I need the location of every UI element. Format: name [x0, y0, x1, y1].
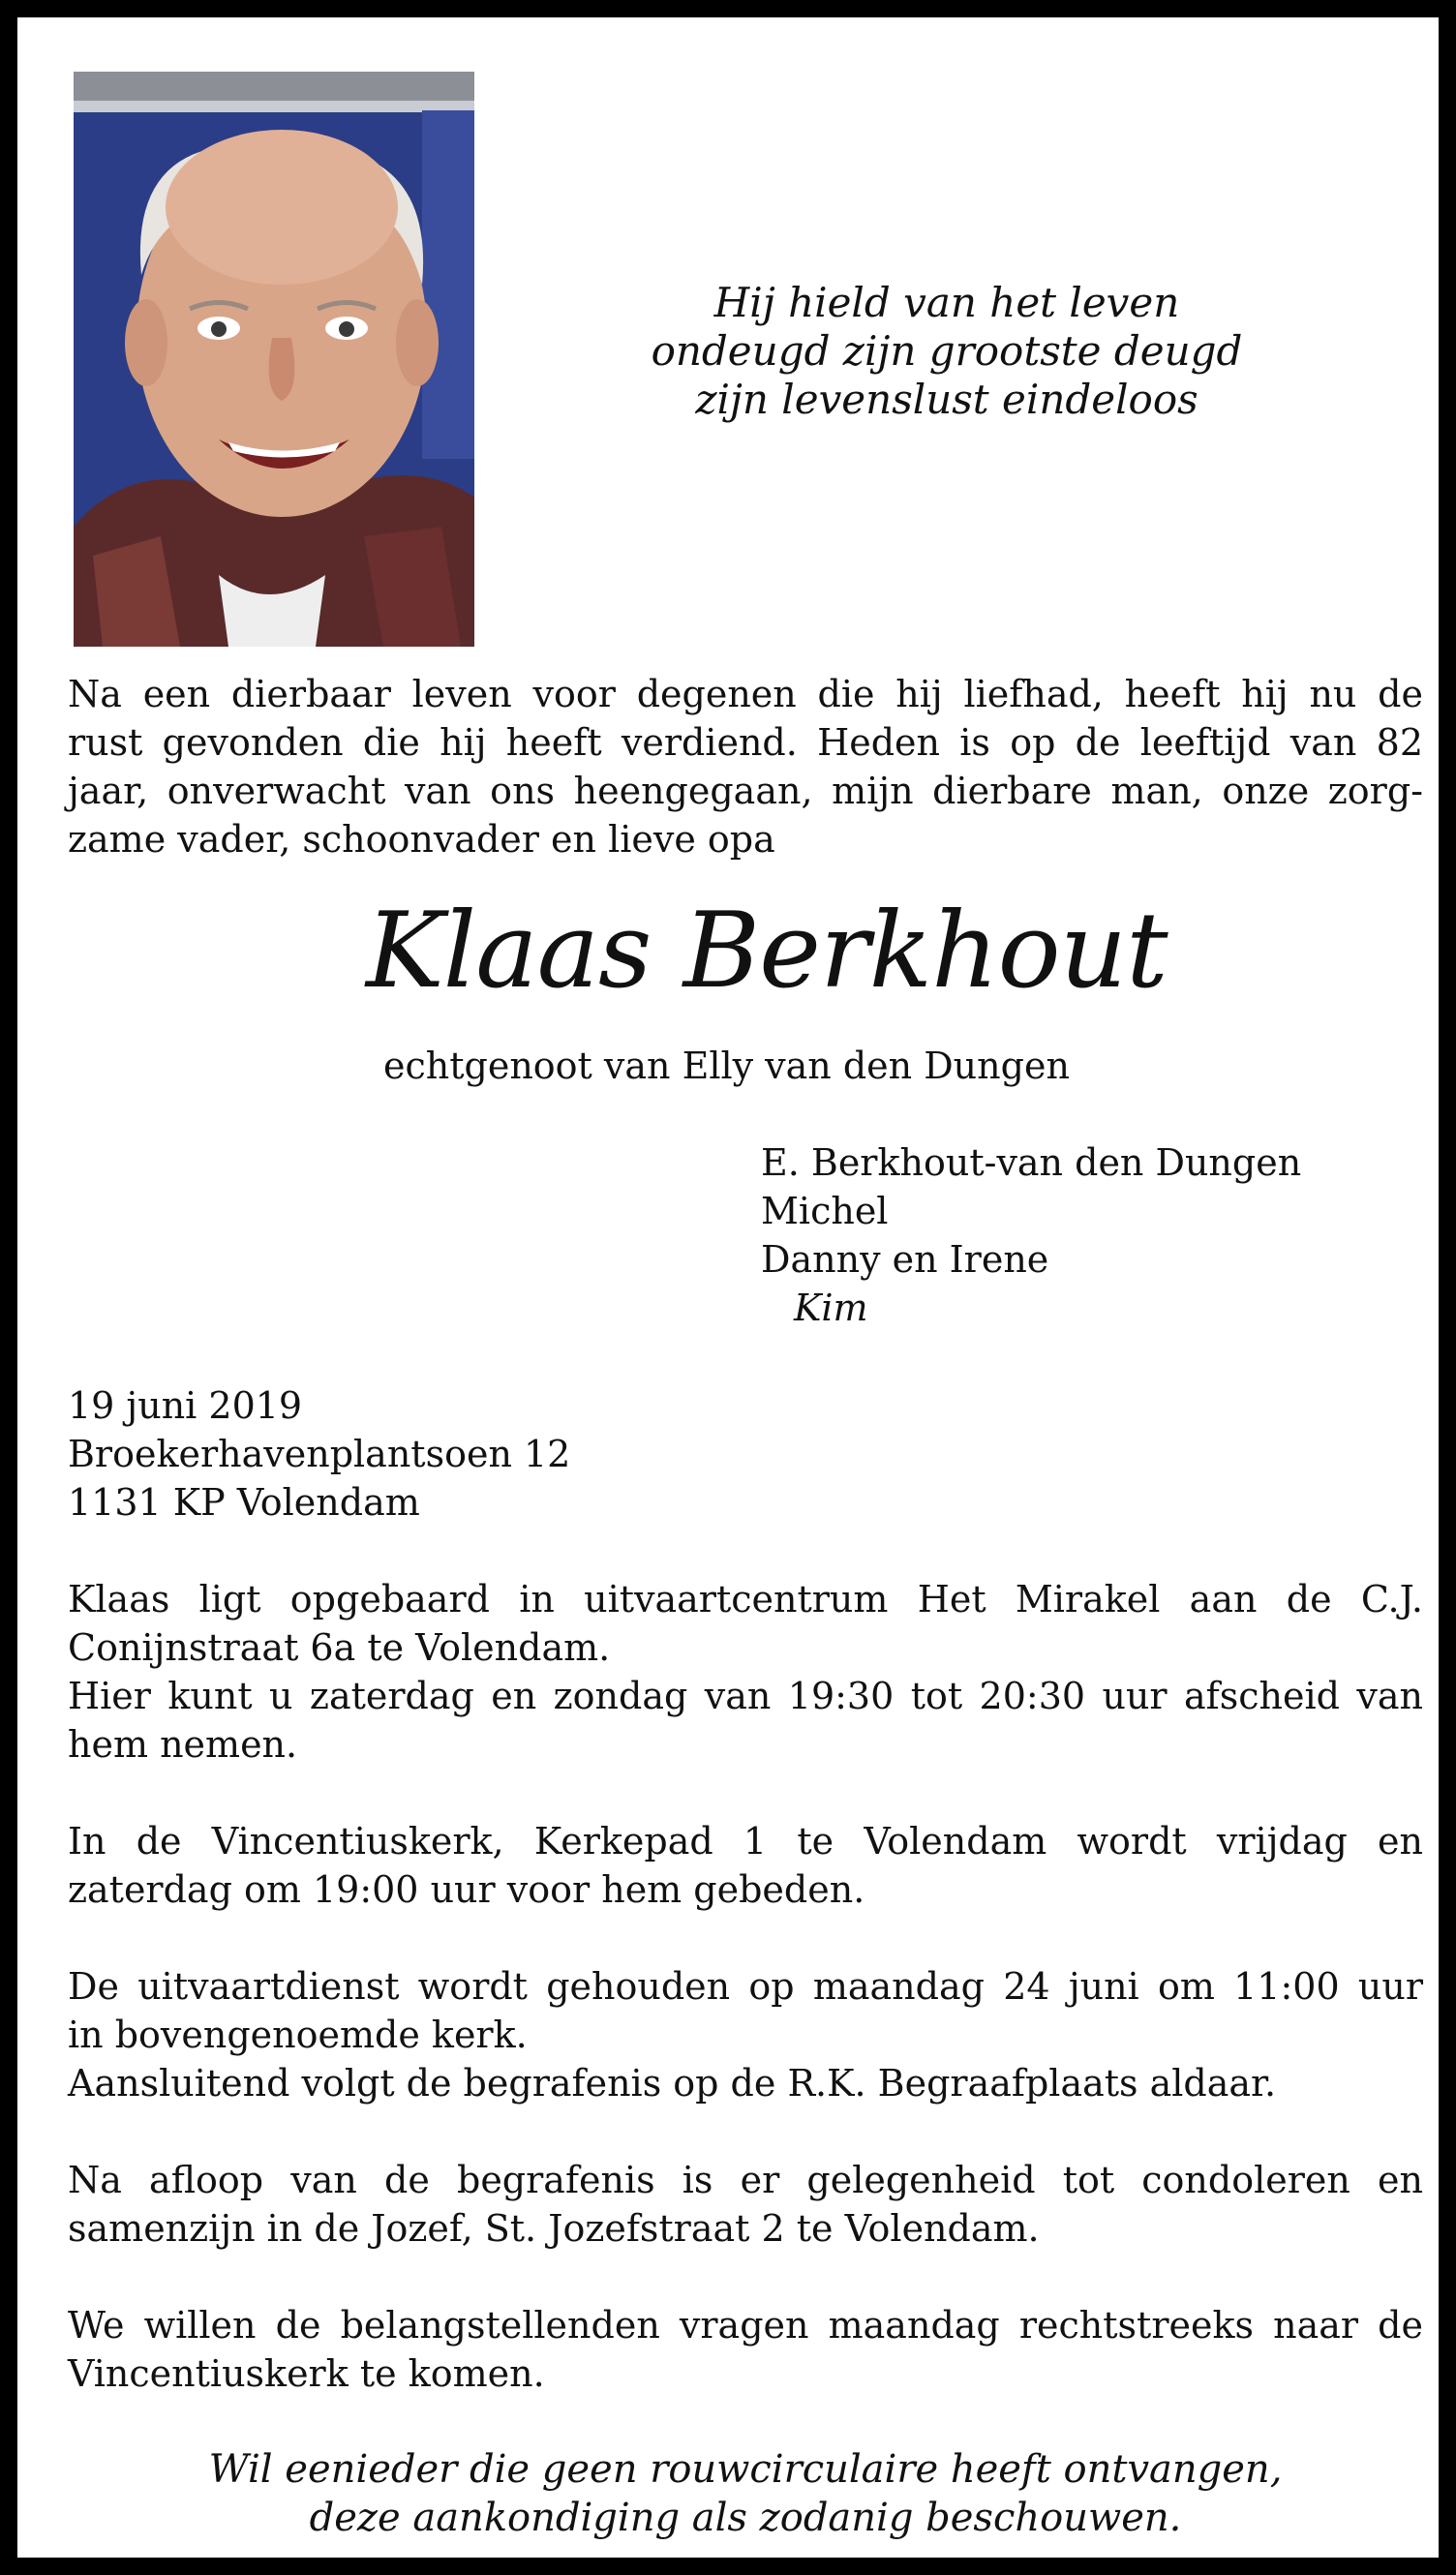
- prayer-paragraph: [68, 1817, 1423, 1914]
- closing-note: [68, 2445, 1423, 2542]
- closing-line: deze aankondiging als zodanig beschouwen.: [309, 2496, 1182, 2540]
- viewing-paragraph: [68, 1575, 1423, 1769]
- paragraph-line: Conijnstraat 6a te Volendam.: [68, 1626, 611, 1669]
- grandchild-name: Kim: [794, 1287, 868, 1329]
- family-member: E. Berkhout-van den Dungen: [761, 1141, 1302, 1184]
- paragraph-line: Na afloop van de begrafenis is er gelegenheid tot condoleren en: [68, 2159, 1423, 2201]
- paragraph-line: hem nemen.: [68, 1723, 298, 1766]
- paragraph-line: Klaas ligt opgebaard in uitvaartcentrum Het Mirakel aan de C.J.: [68, 1578, 1423, 1621]
- paragraph-line: zaterdag om 19:00 uur voor hem gebeden.: [68, 1868, 865, 1911]
- portrait-illustration: [74, 72, 474, 647]
- paragraph-line: Hier kunt u zaterdag en zondag van 19:30 tot 20:30 uur afscheid van: [68, 1675, 1423, 1717]
- paragraph-line: De uitvaartdienst wordt gehouden op maandag 24 juni om 11:00 uur: [68, 1965, 1423, 2008]
- deceased-name: Klaas Berkhout: [366, 891, 1168, 1012]
- intro-line: jaar, onverwacht van ons heengegaan, mijn dierbare man, onze zorg-: [68, 770, 1423, 812]
- family-list: [761, 1138, 1301, 1332]
- closing-line: Wil eenieder die geen rouwcirculaire heeft ontvangen,: [208, 2447, 1283, 2492]
- city-line: 1131 KP Volendam: [68, 1481, 420, 1524]
- motto-line: ondeugd zijn grootste deugd: [651, 327, 1243, 375]
- paragraph-line: in bovengenoemde kerk.: [68, 2014, 528, 2056]
- street-line: Broekerhavenplantsoen 12: [68, 1433, 571, 1475]
- family-member: Danny en Irene: [761, 1238, 1049, 1281]
- motto-verse: [560, 279, 1334, 424]
- paragraph-line: Vincentiuskerk te komen.: [68, 2352, 545, 2395]
- portrait-photo: [74, 72, 474, 647]
- family-member: Michel: [761, 1190, 889, 1232]
- paragraph-line: We willen de belangstellenden vragen maandag rechtstreeks naar de: [68, 2304, 1423, 2347]
- paragraph-line: Aansluitend volgt de begrafenis op de R.K. Begraafplaats aldaar.: [68, 2062, 1277, 2105]
- request-paragraph: [68, 2301, 1423, 2398]
- motto-line: zijn levenslust eindeloos: [695, 376, 1198, 423]
- intro-line: zame vader, schoonvader en lieve opa: [68, 818, 775, 861]
- address-block: [68, 1381, 570, 1527]
- spouse-line: echtgenoot van Elly van den Dungen: [383, 1045, 1070, 1087]
- paragraph-line: In de Vincentiuskerk, Kerkepad 1 te Volendam wordt vrijdag en: [68, 1820, 1423, 1863]
- intro-line: Na een dierbaar leven voor degenen die hij liefhad, heeft hij nu de: [68, 673, 1423, 715]
- intro-paragraph: [68, 670, 1423, 863]
- date-line: 19 juni 2019: [68, 1384, 303, 1427]
- motto-line: Hij hield van het leven: [713, 279, 1180, 326]
- intro-line: rust gevonden die hij heeft verdiend. Heden is op de leeftijd van 82: [68, 721, 1423, 764]
- condolence-paragraph: [68, 2156, 1423, 2253]
- funeral-paragraph: [68, 1962, 1423, 2107]
- paragraph-line: samenzijn in de Jozef, St. Jozefstraat 2 te Volendam.: [68, 2207, 1040, 2250]
